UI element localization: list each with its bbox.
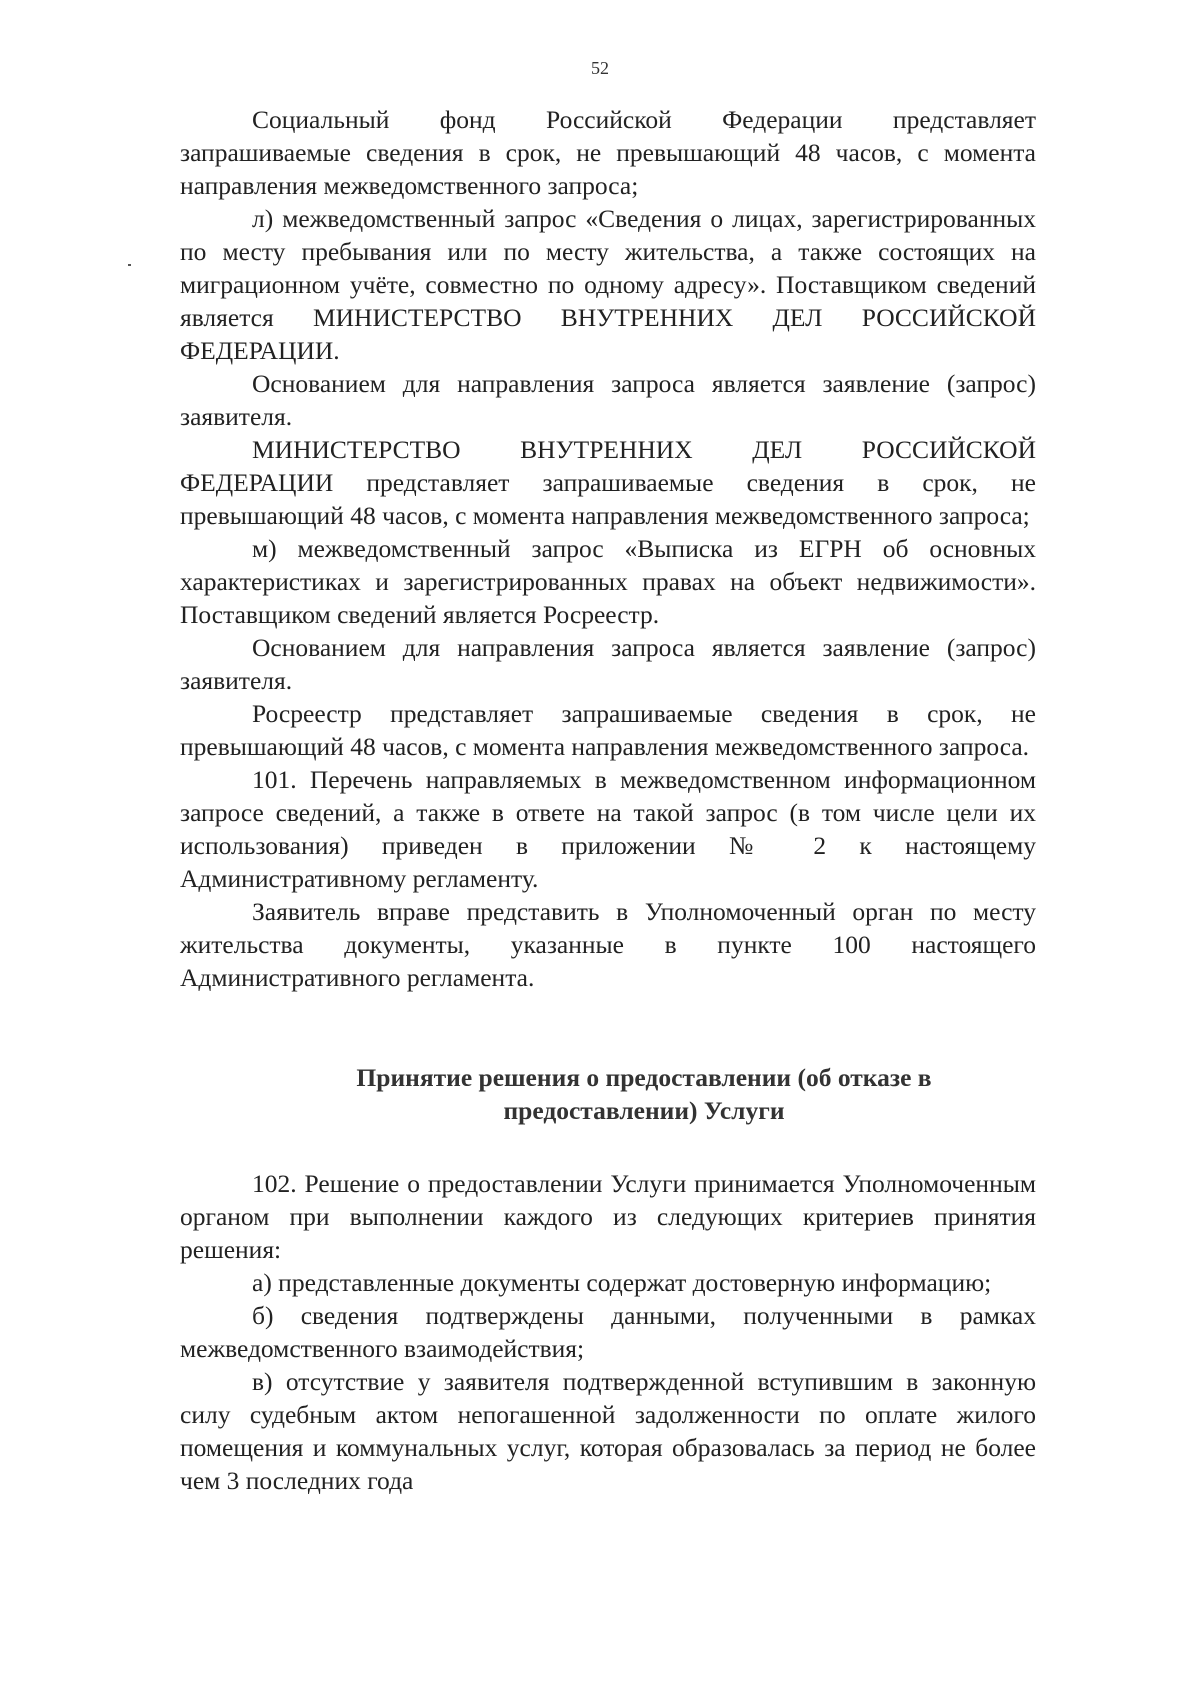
section-heading: [180, 1061, 1036, 1127]
paragraph-mvd-deadline: МИНИСТЕРСТВО ВНУТРЕННИХ ДЕЛ РОССИЙСКОЙ ФЕДЕРАЦИИ представляет запрашиваемые сведения в срок, не превышающий 48 часов, с момента направления межведомственного запроса;: [180, 435, 1036, 530]
paragraph-basis-l: Основанием для направления запроса является заявление (запрос) заявителя.: [180, 369, 1036, 431]
paragraph-criterion-v: в) отсутствие у заявителя подтвержденной вступившим в законную силу судебным актом непогашенной задолженности по оплате жилого помещения и коммунальных услуг, которая образовалась за период не более чем 3 последних года: [180, 1367, 1036, 1495]
paragraph-item-m: м) межведомственный запрос «Выписка из ЕГРН об основных характеристиках и зарегистрированных правах на объект недвижимости». Поставщиком сведений является Росреестр.: [180, 534, 1036, 629]
paragraph-criterion-a: а) представленные документы содержат достоверную информацию;: [252, 1268, 992, 1297]
section-heading-line-1: Принятие решения о предоставлении (об отказе в: [356, 1063, 932, 1092]
page-number: 52: [591, 58, 609, 78]
paragraph-sfr-deadline: Социальный фонд Российской Федерации представляет запрашиваемые сведения в срок, не превышающий 48 часов, с момента направления межведомственного запроса;: [180, 105, 1036, 200]
paragraph-rosreestr-deadline: Росреестр представляет запрашиваемые сведения в срок, не превышающий 48 часов, с момента направления межведомственного запроса.: [180, 699, 1036, 761]
paragraph-basis-m: Основанием для направления запроса является заявление (запрос) заявителя.: [180, 633, 1036, 695]
paragraph-102: 102. Решение о предоставлении Услуги принимается Уполномоченным органом при выполнении каждого из следующих критериев принятия решения:: [180, 1169, 1036, 1264]
paragraph-item-l: л) межведомственный запрос «Сведения о лицах, зарегистрированных по месту пребывания или по месту жительства, а также состоящих на миграционном учёте, совместно по одному адресу». Поставщиком сведений является МИНИСТЕРСТВО ВНУТРЕННИХ ДЕЛ РОССИЙСКОЙ ФЕДЕРАЦИИ.: [180, 204, 1036, 365]
paragraph-101: 101. Перечень направляемых в межведомственном информационном запросе сведений, а также в ответе на такой запрос (в том числе цели их использования) приведен в приложении № 2 к настоящему Административному регламенту.: [180, 765, 1036, 893]
document-body: [180, 103, 1036, 1497]
scan-artifact-mark: [128, 264, 131, 266]
section-heading-line-2: предоставлении) Услуги: [503, 1096, 785, 1125]
paragraph-applicant-right: Заявитель вправе представить в Уполномоченный орган по месту жительства документы, указанные в пункте 100 настоящего Административного регламента.: [180, 897, 1036, 992]
paragraph-criterion-b: б) сведения подтверждены данными, полученными в рамках межведомственного взаимодействия;: [180, 1301, 1036, 1363]
